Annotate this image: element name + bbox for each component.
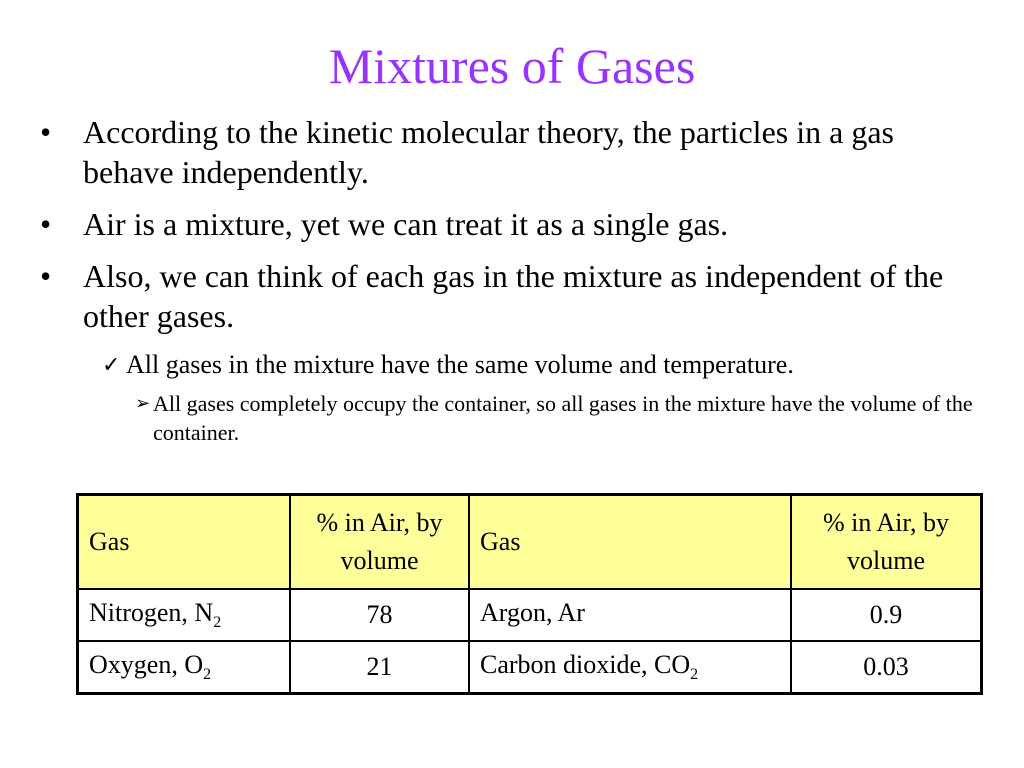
table-header-row	[78, 495, 982, 590]
bullet-item	[40, 112, 990, 192]
bullet-item	[40, 204, 990, 244]
bullet-text: Air is a mixture, yet we can treat it as a single gas.	[83, 206, 729, 242]
bullet-list	[40, 112, 990, 447]
gas-name-cell: Argon, Ar	[469, 589, 791, 641]
arrow-bullet-icon: ➢	[135, 393, 151, 413]
gas-composition-table	[76, 493, 983, 695]
table-row	[78, 589, 982, 641]
table-row	[78, 641, 982, 694]
sub-bullet-item	[102, 348, 990, 381]
header-gas-1: Gas	[78, 495, 291, 590]
bullet-dot-icon: •	[40, 206, 52, 242]
sub-sub-bullet-text: All gases completely occupy the container, so all gases in the mixture have the volume of the container.	[153, 391, 973, 445]
header-percent-2: % in Air, by volume	[791, 495, 982, 590]
slide-title: Mixtures of Gases	[328, 38, 696, 94]
bullet-dot-icon: •	[40, 114, 52, 150]
gas-name-cell: Carbon dioxide, $CO_2$	[469, 641, 791, 694]
percent-cell: 78	[290, 589, 469, 641]
percent-cell: 0.03	[791, 641, 982, 694]
gas-name-cell: Nitrogen, $N_2$	[78, 589, 291, 641]
checkmark-icon: ✓	[102, 352, 121, 377]
bullet-text: According to the kinetic molecular theory, the particles in a gas behave independently.	[83, 114, 894, 190]
percent-cell: 21	[290, 641, 469, 694]
header-gas-2: Gas	[469, 495, 791, 590]
bullet-dot-icon: •	[40, 258, 52, 294]
sub-sub-bullet-item	[135, 389, 990, 447]
bullet-text: Also, we can think of each gas in the mixture as independent of the other gases.	[83, 258, 944, 334]
bullet-item	[40, 256, 990, 336]
header-percent-1: % in Air, by volume	[290, 495, 469, 590]
sub-bullet-text: All gases in the mixture have the same volume and temperature.	[126, 350, 794, 379]
percent-cell: 0.9	[791, 589, 982, 641]
gas-name-cell: Oxygen, $O_2$	[78, 641, 291, 694]
